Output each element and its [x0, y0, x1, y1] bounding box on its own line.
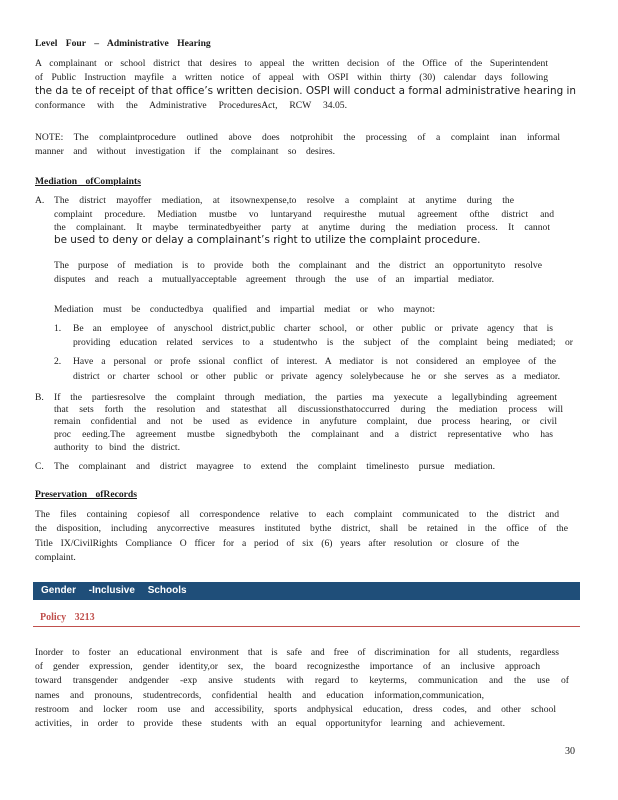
mediation-heading: Mediation ofComplaints: [35, 176, 141, 187]
mediation-item-1-line-1: Be an employee of anyschool district,public charter school, or other public or private agency that is: [73, 323, 553, 334]
mediation-b-line-1: If the partiesresolve the complaint through mediation, the parties ma yexecute a legallybinding agreement: [54, 392, 557, 403]
level4-heading: Level Four – Administrative Hearing: [35, 38, 211, 49]
mediation-c-line: The complainant and district mayagree to extend the complaint timelinesto pursue mediation.: [54, 461, 495, 472]
mediation-item-2-marker: 2.: [54, 356, 62, 367]
mediation-c-marker: C.: [35, 461, 44, 472]
mediation-purpose-line-2: disputes and reach a mutuallyacceptable agreement through the use of an impartial mediator.: [54, 274, 494, 285]
section-title: Gender -Inclusive Schools: [41, 585, 187, 596]
mediation-conducted-line: Mediation must be conductedbya qualified and impartial mediat or who maynot:: [54, 304, 435, 315]
mediation-a-line-4: be used to deny or delay a complainant’s right to utilize the complaint procedure.: [54, 234, 481, 246]
gender-line-5: restroom and locker room use and accessibility, sports andphysical education, dress codes, and other school: [35, 704, 556, 715]
mediation-item-1-line-2: providing education related services to a studentwho is the subject of the complaint being mediated; or: [73, 337, 573, 348]
preservation-line-3: Title IX/CivilRights Compliance O fficer for a period of six (6) years after resolution or closure of the: [35, 538, 519, 549]
policy-divider: [33, 626, 580, 627]
mediation-a-line-1: The district mayoffer mediation, at itsownexpense,to resolve a complaint at anytime during the: [54, 195, 514, 206]
section-header-bar: [33, 582, 580, 600]
mediation-b-marker: B.: [35, 392, 44, 403]
preservation-heading: Preservation ofRecords: [35, 489, 137, 500]
mediation-a-line-3: the complainant. It maybe terminatedbyeither party at anytime during the mediation process. It cannot: [54, 222, 550, 233]
policy-label: Policy 3213: [40, 612, 95, 623]
preservation-line-2: the disposition, including anycorrective measures instituted bythe district, shall be retained in the office of the: [35, 523, 568, 534]
mediation-b-line-3: remain confidential and not be used as evidence in anyfuture complaint, due process hearing, or civil: [54, 416, 557, 427]
mediation-b-line-5: authority to bind the district.: [54, 442, 180, 453]
note-line-1: NOTE: The complaintprocedure outlined above does notprohibit the processing of a complaint inan informal: [35, 132, 560, 143]
gender-line-3: toward transgender andgender -exp ansive students with regard to keyterms, communication and the use of: [35, 675, 569, 686]
mediation-item-1-marker: 1.: [54, 323, 62, 334]
mediation-b-line-4: proc eeding.The agreement mustbe signedbyboth the complainant and a district representative who has: [54, 429, 553, 440]
page-number: 30: [565, 746, 575, 757]
gender-line-6: activities, in order to provide these students with an equal opportunityfor learning and achievement.: [35, 718, 505, 729]
level4-line-3: the da te of receipt of that office’s written decision. OSPI will conduct a formal administrative hearing in: [35, 85, 576, 97]
mediation-item-2-line-2: district or charter school or other public or private agency solelybecause he or she serves as a mediator.: [73, 371, 560, 382]
level4-line-1: A complainant or school district that desires to appeal the written decision of the Office of the Superintendent: [35, 58, 548, 69]
gender-line-4: names and pronouns, studentrecords, confidential health and education information,communication,: [35, 690, 484, 701]
preservation-line-1: The files containing copiesof all correspondence relative to each complaint communicated to the district and: [35, 509, 559, 520]
mediation-item-2-line-1: Have a personal or profe ssional conflict of interest. A mediator is not considered an employee of the: [73, 356, 556, 367]
preservation-line-4: complaint.: [35, 552, 76, 563]
level4-line-2: of Public Instruction mayfile a written notice of appeal with OSPI within thirty (30) calendar days following: [35, 72, 548, 83]
level4-line-4: conformance with the Administrative ProceduresAct, RCW 34.05.: [35, 100, 347, 111]
mediation-purpose-line-1: The purpose of mediation is to provide both the complainant and the district an opportunityto resolve: [54, 260, 542, 271]
mediation-a-marker: A.: [35, 195, 45, 206]
gender-line-2: of gender expression, gender identity,or sex, the board recognizesthe importance of an inclusive approach: [35, 661, 540, 672]
mediation-b-line-2: that sets forth the resolution and statesthat all discussionsthatoccurred during the mediation process will: [54, 404, 563, 415]
mediation-a-line-2: complaint procedure. Mediation mustbe vo luntaryand requiresthe mutual agreement ofthe district and: [54, 209, 554, 220]
note-line-2: manner and without investigation if the complainant so desires.: [35, 146, 335, 157]
gender-line-1: Inorder to foster an educational environment that is safe and free of discrimination for all students, regardless: [35, 647, 559, 658]
